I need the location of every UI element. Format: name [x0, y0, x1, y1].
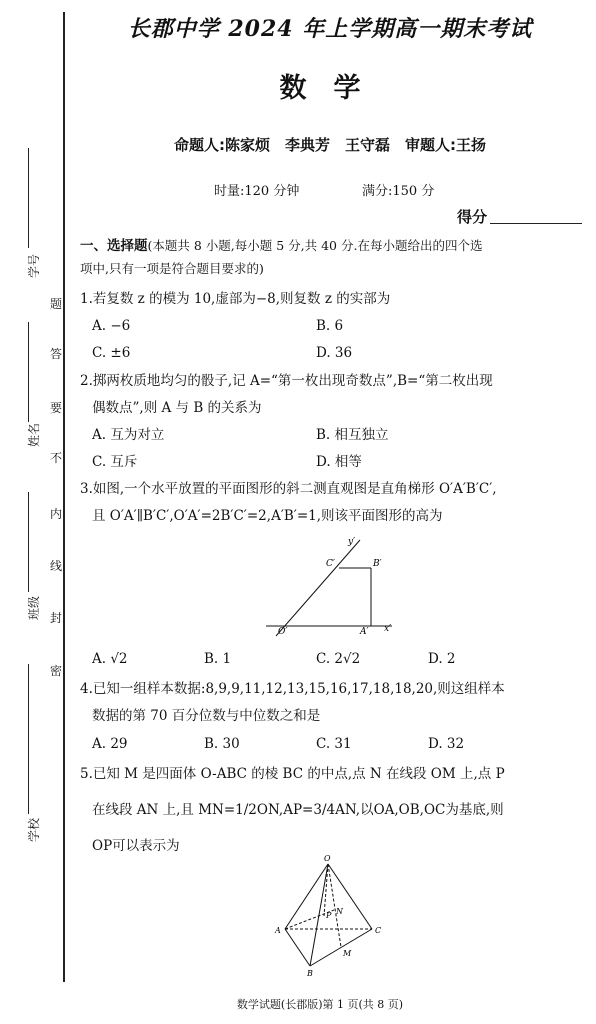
question-5-line3: OP可以表示为: [92, 838, 180, 854]
q4-option-a[interactable]: A. 29: [92, 736, 128, 752]
q3-option-d[interactable]: D. 2: [428, 651, 456, 667]
label-c: C′: [326, 559, 335, 569]
question-3: 3.如图,一个水平放置的平面图形的斜二测直观图是直角梯形 O′A′B′C′,: [80, 481, 497, 497]
seal-char: 线: [50, 559, 63, 573]
q2-option-c[interactable]: C. 互斥: [92, 454, 138, 470]
svg-text:B: B: [307, 969, 313, 978]
q2-option-a[interactable]: A. 互为对立: [92, 427, 165, 443]
subject-title: 数 学: [279, 73, 361, 104]
time-label: 时量:120 分钟: [214, 184, 300, 199]
svg-text:C: C: [375, 926, 382, 935]
seal-char: 题: [50, 297, 63, 311]
question-2-line2: 偶数点”,则 A 与 B 的关系为: [92, 400, 262, 416]
question-3-line2: 且 O′A′∥B′C′,O′A′=2B′C′=2,A′B′=1,则该平面图形的高为: [92, 508, 443, 524]
seal-char: 要: [50, 401, 63, 415]
label-x: x′: [384, 624, 392, 634]
q4-option-c[interactable]: C. 31: [316, 736, 352, 752]
authors-line: 命题人:陈家烦 李典芳 王守磊 审题人:王扬: [174, 136, 486, 154]
score-label: 满分:150 分: [362, 184, 435, 199]
exam-title: 长郡中学 2024 年上学期高一期末考试: [127, 16, 533, 42]
label-b: B′: [373, 559, 382, 569]
q1-option-a[interactable]: A. −6: [92, 318, 131, 334]
student-id-label: 学号: [27, 253, 41, 278]
q1-option-b[interactable]: B. 6: [316, 318, 344, 334]
score-field-label: 得分: [457, 208, 488, 226]
q3-option-a[interactable]: A. √2: [92, 651, 128, 667]
question-4-line2: 数据的第 70 百分位数与中位数之和是: [92, 708, 321, 724]
svg-text:N: N: [336, 907, 343, 916]
seal-char: 答: [50, 347, 63, 361]
question-2: 2.掷两枚质地均匀的骰子,记 A=“第一枚出现奇数点”,B=“第二枚出现: [80, 373, 493, 389]
school-label: 学校: [27, 817, 41, 842]
name-field[interactable]: [28, 322, 29, 422]
q2-option-b[interactable]: B. 相互独立: [316, 427, 389, 443]
question-4: 4.已知一组样本数据:8,9,9,11,12,13,15,16,17,18,18,20,则这组样本: [80, 681, 505, 697]
q4-option-b[interactable]: B. 30: [204, 736, 240, 752]
seal-char: 内: [50, 507, 63, 521]
q2-option-d[interactable]: D. 相等: [316, 454, 362, 470]
student-id-field[interactable]: [28, 148, 29, 248]
svg-text:P: P: [326, 911, 332, 920]
class-field[interactable]: [28, 492, 29, 592]
figure-3-trapezoid: [260, 530, 400, 640]
svg-text:O: O: [324, 854, 331, 863]
q1-option-c[interactable]: C. ±6: [92, 345, 131, 361]
class-label: 班级: [27, 595, 41, 620]
label-y: y′: [348, 537, 356, 547]
label-a: A′: [360, 627, 369, 637]
seal-char: 不: [50, 451, 63, 465]
svg-text:A: A: [275, 926, 281, 935]
question-5: 5.已知 M 是四面体 O-ABC 的棱 BC 的中点,点 N 在线段 OM 上,点 P: [80, 766, 505, 782]
page-footer: 数学试题(长郡版)第 1 页(共 8 页): [236, 998, 404, 1011]
section-desc-line2: 项中,只有一项是符合题目要求的): [80, 261, 264, 276]
label-o: O′: [278, 627, 288, 637]
y-axis: [276, 540, 360, 636]
binding-line: [63, 12, 65, 982]
question-5-line2: 在线段 AN 上,且 MN=1/2ON,AP=3/4AN,以OA,OB,OC为基底,则: [92, 802, 504, 818]
svg-text:M: M: [343, 949, 352, 958]
name-label: 姓名: [27, 422, 41, 447]
q1-option-d[interactable]: D. 36: [316, 345, 353, 361]
q3-option-b[interactable]: B. 1: [204, 651, 232, 667]
question-1: 1.若复数 z 的模为 10,虚部为−8,则复数 z 的实部为: [80, 291, 391, 307]
q3-option-c[interactable]: C. 2√2: [316, 651, 361, 667]
score-field[interactable]: [490, 223, 582, 224]
seal-char: 封: [50, 611, 63, 625]
seal-char: 密: [50, 664, 63, 678]
figure-5-tetrahedron: [268, 850, 398, 980]
q4-option-d[interactable]: D. 32: [428, 736, 465, 752]
school-field[interactable]: [28, 664, 29, 814]
section-heading: 一、选择题(本题共 8 小题,每小题 5 分,共 40 分.在每小题给出的四个选: [80, 238, 483, 254]
